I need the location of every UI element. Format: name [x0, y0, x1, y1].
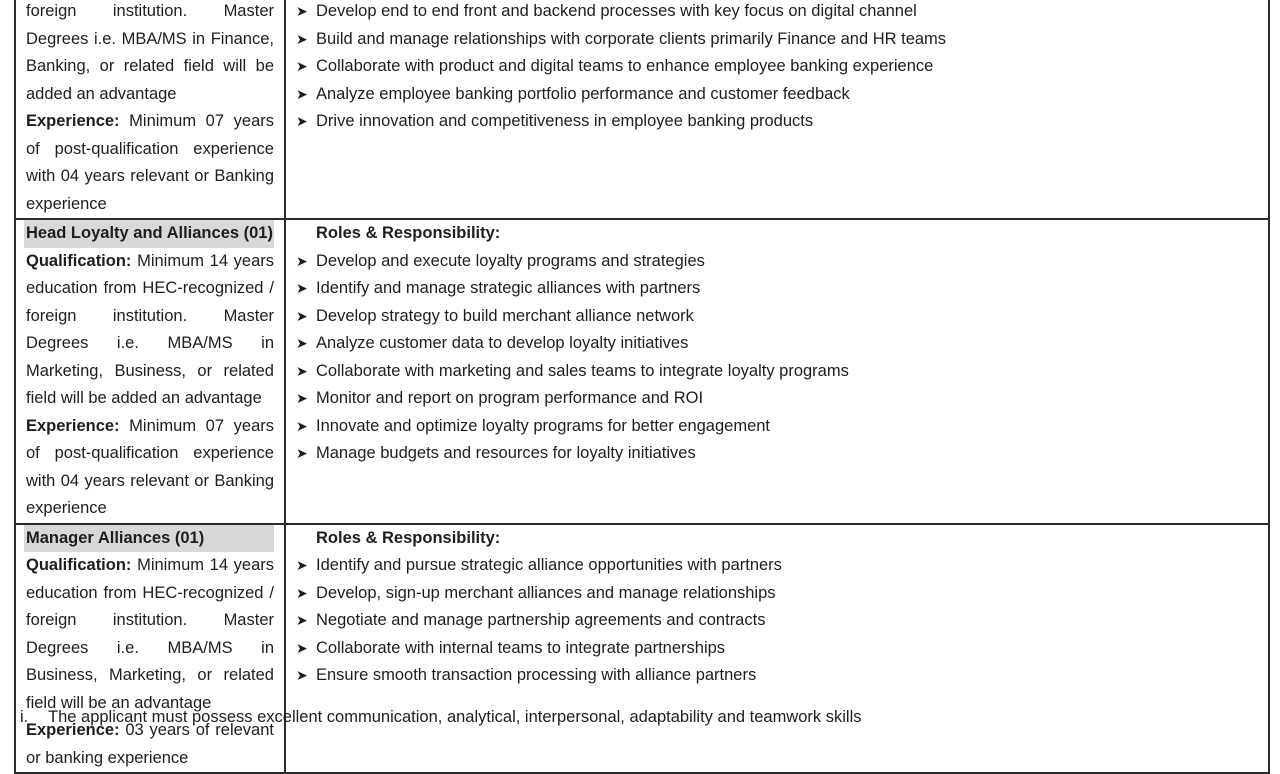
job-row-2	[15, 219, 1269, 524]
job-2-responsibility-list	[296, 248, 1258, 468]
arrowhead-right-icon: ➤	[296, 445, 308, 461]
job-2-roles-title: Roles & Responsibility:	[316, 224, 501, 242]
responsibility-item: ➤ Drive innovation and competitiveness in employee banking products	[296, 108, 1258, 136]
responsibility-item: ➤ Monitor and report on program performance and ROI	[296, 385, 1258, 413]
arrowhead-right-icon: ➤	[296, 417, 308, 434]
job-row-1	[15, 0, 1269, 219]
job-2-experience	[26, 413, 274, 523]
responsibility-item: ➤ Identify and manage strategic alliances with partners	[296, 275, 1258, 303]
job-2-qualification	[26, 248, 274, 413]
responsibility-item: ➤ Ensure smooth transaction processing with alliance partners	[296, 662, 1258, 690]
footer-note	[20, 704, 861, 732]
arrowhead-right-icon: ➤	[296, 307, 308, 324]
responsibility-item: ➤ Innovate and optimize loyalty programs for better engagement	[296, 413, 1258, 441]
job-2-title: Head Loyalty and Alliances (01)	[24, 220, 274, 248]
arrowhead-right-icon: ➤	[296, 113, 308, 129]
responsibility-item: ➤ Manage budgets and resources for loyalty initiatives	[296, 440, 1258, 468]
responsibility-item: ➤ Negotiate and manage partnership agreements and contracts	[296, 607, 1258, 635]
responsibility-item: ➤ Develop end to end front and backend processes with key focus on digital channel	[296, 0, 1258, 26]
job-1-requirements-cell	[15, 0, 285, 219]
arrowhead-right-icon: ➤	[296, 85, 308, 102]
qualification-text: Minimum 14 years education from HEC-recognized / foreign institution. Master Degrees i.e. MBA/MS in Marketing, Business, or related field will be added an advantage	[26, 251, 274, 407]
job-1-experience	[26, 108, 274, 218]
job-2-requirements-cell	[15, 219, 285, 524]
responsibility-item: ➤ Identify and pursue strategic alliance opportunities with partners	[296, 552, 1258, 580]
arrowhead-right-icon: ➤	[296, 639, 308, 656]
arrowhead-right-icon: ➤	[296, 612, 308, 628]
qualification-text: Minimum 14 years education from HEC-recognized / foreign institution. Master Degrees i.e. MBA/MS in Business, Marketing, or related field will be an advantage	[26, 556, 274, 712]
arrowhead-right-icon: ➤	[296, 30, 308, 47]
job-2-responsibilities-cell	[285, 219, 1269, 524]
experience-text: 03 years of relevant or banking experience	[26, 721, 274, 767]
job-3-title: Manager Alliances (01)	[24, 525, 274, 553]
responsibility-item: ➤ Analyze customer data to develop loyalty initiatives	[296, 330, 1258, 358]
experience-label: Experience:	[26, 416, 120, 435]
job-3-qualification	[26, 552, 274, 717]
footer-text: The applicant must possess excellent communication, analytical, interpersonal, adaptability and teamwork skills	[48, 708, 862, 726]
footer-number: i.	[20, 708, 29, 726]
job-3-responsibilities-cell	[285, 524, 1269, 774]
qualification-label: Qualification:	[26, 556, 132, 574]
experience-text: Minimum 07 years of post-qualification experience with 04 years relevant or Banking experience	[26, 112, 274, 213]
job-1-qualification-tail: foreign institution. Master Degrees i.e. MBA/MS in Finance, Banking, or related field will be added an advantage	[26, 2, 274, 103]
experience-label: Experience:	[26, 721, 120, 739]
jobs-table	[14, 0, 1270, 774]
job-1-responsibilities-cell	[285, 0, 1269, 219]
responsibility-item: ➤ Collaborate with internal teams to integrate partnerships	[296, 635, 1258, 663]
responsibility-item: ➤ Build and manage relationships with corporate clients primarily Finance and HR teams	[296, 26, 1258, 54]
job-3-roles-title: Roles & Responsibility:	[316, 528, 501, 547]
qualification-label: Qualification:	[26, 251, 132, 270]
responsibility-item: ➤ Collaborate with product and digital teams to enhance employee banking experience	[296, 53, 1258, 81]
arrowhead-right-icon: ➤	[296, 667, 308, 683]
arrowhead-right-icon: ➤	[296, 280, 308, 296]
arrowhead-right-icon: ➤	[296, 390, 308, 406]
experience-label: Experience:	[26, 112, 120, 130]
arrowhead-right-icon: ➤	[296, 3, 308, 19]
job-3-requirements-cell	[15, 524, 285, 774]
responsibility-item: ➤ Develop and execute loyalty programs and strategies	[296, 248, 1258, 276]
arrowhead-right-icon: ➤	[296, 362, 308, 379]
responsibility-item: ➤ Develop strategy to build merchant alliance network	[296, 303, 1258, 331]
job-row-3	[15, 524, 1269, 774]
job-requirements-document	[14, 0, 1270, 774]
arrowhead-right-icon: ➤	[296, 58, 308, 74]
responsibility-item: ➤ Analyze employee banking portfolio performance and customer feedback	[296, 81, 1258, 109]
job-3-responsibility-list	[296, 552, 1258, 690]
arrowhead-right-icon: ➤	[296, 335, 308, 351]
responsibility-item: ➤ Collaborate with marketing and sales teams to integrate loyalty programs	[296, 358, 1258, 386]
arrowhead-right-icon: ➤	[296, 584, 308, 601]
job-1-responsibility-list	[296, 0, 1258, 136]
arrowhead-right-icon: ➤	[296, 557, 308, 573]
responsibility-item: ➤ Develop, sign-up merchant alliances and manage relationships	[296, 580, 1258, 608]
arrowhead-right-icon: ➤	[296, 252, 308, 269]
experience-text: Minimum 07 years of post-qualification experience with 04 years relevant or Banking experience	[26, 416, 274, 517]
